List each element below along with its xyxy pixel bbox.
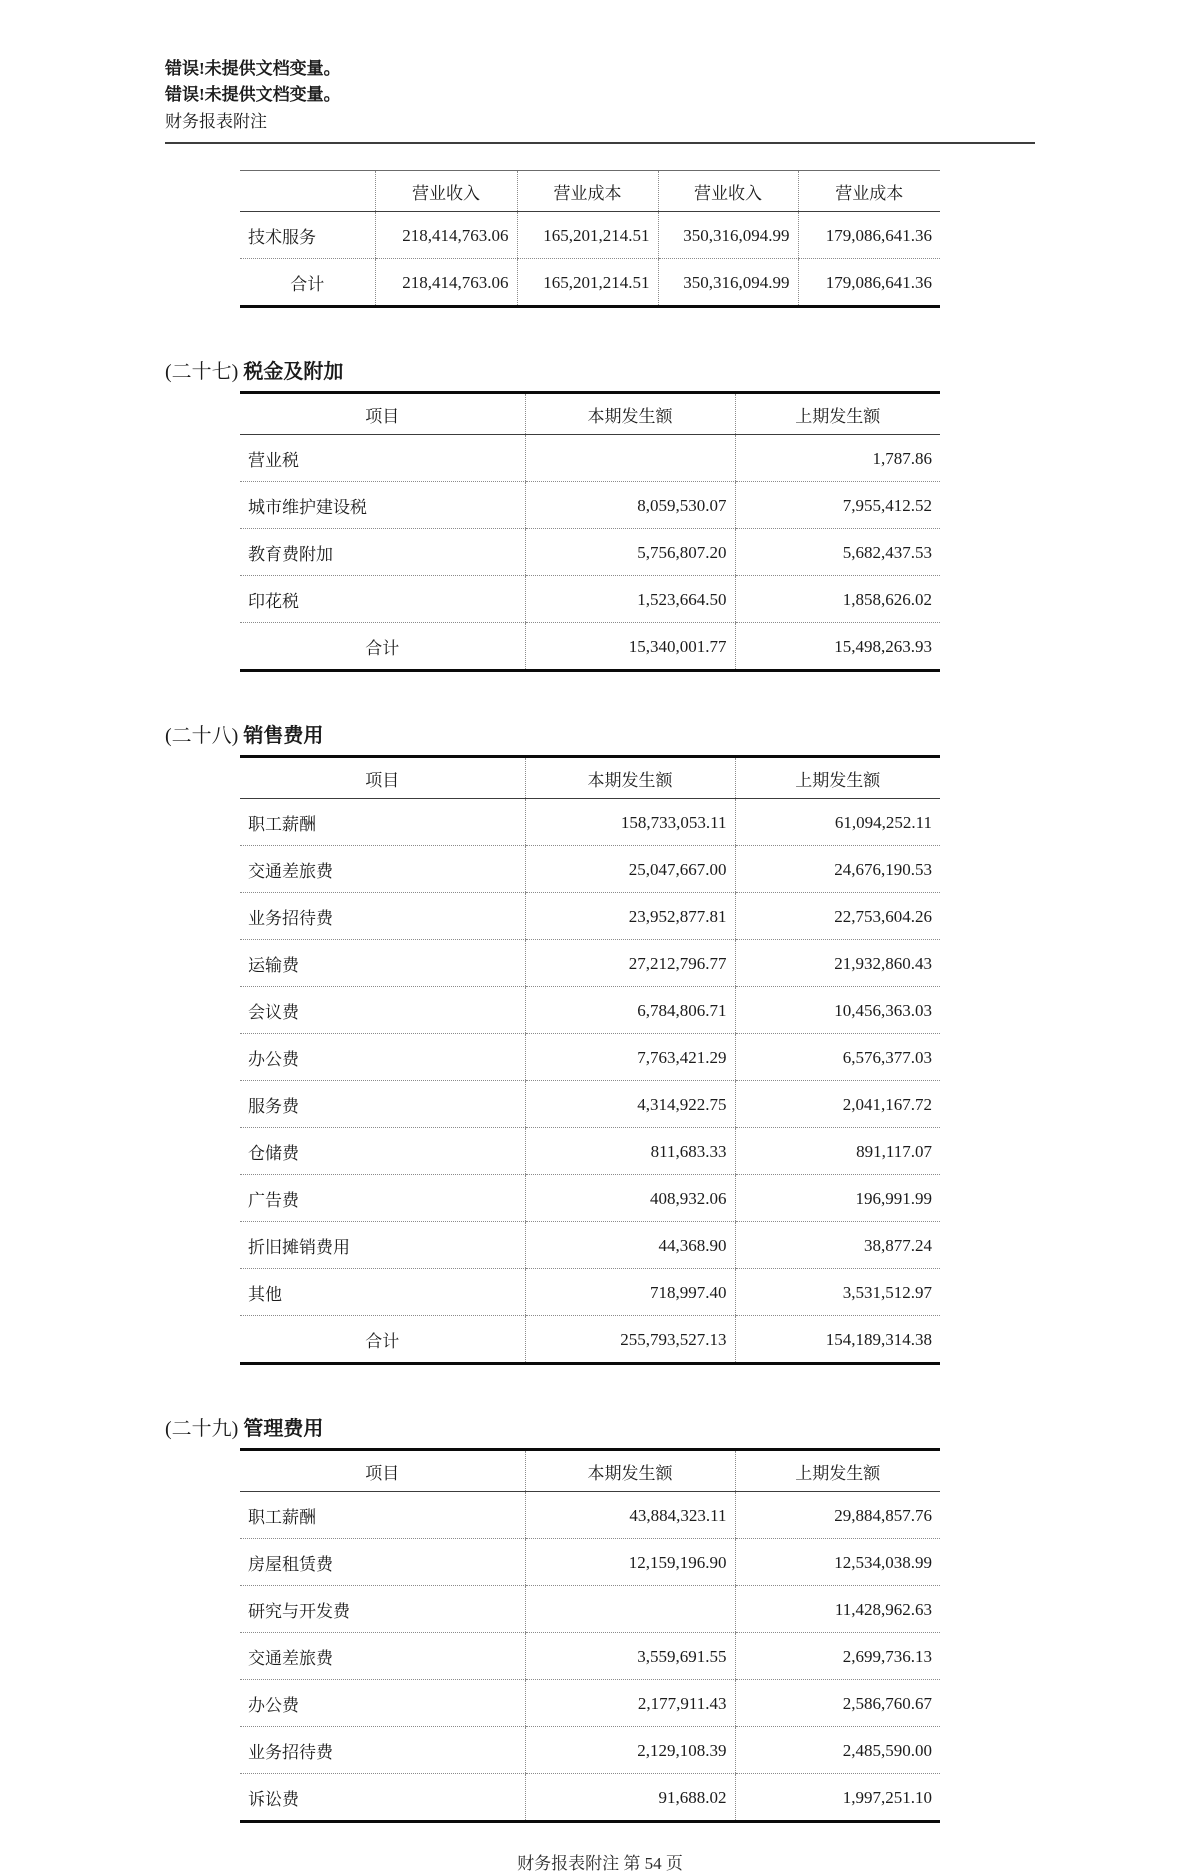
cell-label: 诉讼费	[240, 1774, 525, 1822]
cell-label: 服务费	[240, 1081, 525, 1128]
header-doc-title: 财务报表附注	[165, 111, 267, 131]
row-value: 179,086,641.36	[798, 212, 940, 259]
cell-label: 职工薪酬	[240, 799, 525, 846]
cell-current: 12,159,196.90	[525, 1539, 735, 1586]
cell-prior: 2,699,736.13	[735, 1633, 940, 1680]
column-header-item: 项目	[240, 1450, 525, 1492]
header-error-line-1: 错误!未提供文档变量。	[165, 59, 341, 78]
cell-label: 会议费	[240, 987, 525, 1034]
cell-current: 6,784,806.71	[525, 987, 735, 1034]
cell-current: 91,688.02	[525, 1774, 735, 1822]
section-name: 销售费用	[243, 725, 324, 748]
cell-current: 255,793,527.13	[525, 1316, 735, 1364]
cell-current: 27,212,796.77	[525, 940, 735, 987]
cell-current: 4,314,922.75	[525, 1081, 735, 1128]
cell-prior: 22,753,604.26	[735, 893, 940, 940]
table-row	[240, 1539, 940, 1586]
table-row	[240, 1633, 940, 1680]
cell-prior: 15,498,263.93	[735, 623, 940, 671]
cell-label: 教育费附加	[240, 529, 525, 576]
cell-current: 5,756,807.20	[525, 529, 735, 576]
cell-prior: 38,877.24	[735, 1222, 940, 1269]
cell-label: 营业税	[240, 435, 525, 482]
row-value: 218,414,763.06	[375, 259, 517, 307]
cell-label: 广告费	[240, 1175, 525, 1222]
cell-current	[525, 1586, 735, 1633]
table-row	[240, 1492, 940, 1539]
table-row	[240, 846, 940, 893]
header-error-line-2: 错误!未提供文档变量。	[165, 85, 341, 105]
cell-current: 15,340,001.77	[525, 623, 735, 671]
cell-prior: 11,428,962.63	[735, 1586, 940, 1633]
cell-prior: 5,682,437.53	[735, 529, 940, 576]
section-table-body	[240, 1492, 940, 1822]
cell-prior: 1,997,251.10	[735, 1774, 940, 1822]
table-row	[240, 799, 940, 846]
total-row	[240, 1316, 940, 1364]
column-header-current-period: 本期发生额	[525, 1450, 735, 1492]
column-header-revenue-current: 营业收入	[375, 171, 517, 212]
cell-current: 25,047,667.00	[525, 846, 735, 893]
cell-label: 办公费	[240, 1034, 525, 1081]
cell-prior: 7,955,412.52	[735, 482, 940, 529]
cell-current: 23,952,877.81	[525, 893, 735, 940]
row-value: 218,414,763.06	[375, 212, 517, 259]
cell-label: 其他	[240, 1269, 525, 1316]
cell-prior: 196,991.99	[735, 1175, 940, 1222]
table-row	[240, 435, 940, 482]
cell-current: 43,884,323.11	[525, 1492, 735, 1539]
section-name: 管理费用	[243, 1418, 324, 1441]
section-table-body	[240, 435, 940, 671]
row-value: 165,201,214.51	[517, 212, 658, 259]
segment-table-body	[240, 212, 940, 307]
column-header-current-period: 本期发生额	[525, 393, 735, 435]
table-header-row	[240, 757, 940, 799]
column-header-item: 项目	[240, 393, 525, 435]
selling-expenses-table	[240, 755, 940, 1365]
cell-current: 3,559,691.55	[525, 1633, 735, 1680]
cell-label: 房屋租赁费	[240, 1539, 525, 1586]
row-value: 350,316,094.99	[658, 259, 798, 307]
cell-label: 业务招待费	[240, 1727, 525, 1774]
cell-prior: 2,041,167.72	[735, 1081, 940, 1128]
cell-current: 8,059,530.07	[525, 482, 735, 529]
cell-prior: 10,456,363.03	[735, 987, 940, 1034]
segment-header-row	[240, 171, 940, 212]
cell-label: 办公费	[240, 1680, 525, 1727]
page-footer: 财务报表附注 第 54 页	[517, 1854, 683, 1874]
cell-current: 2,129,108.39	[525, 1727, 735, 1774]
table-row	[240, 893, 940, 940]
table-row	[240, 1222, 940, 1269]
section-title	[165, 1417, 1035, 1442]
table-row	[240, 1269, 940, 1316]
cell-current: 158,733,053.11	[525, 799, 735, 846]
section-number: (二十七)	[165, 361, 239, 384]
table-row	[240, 1586, 940, 1633]
cell-label: 合计	[240, 623, 525, 671]
cell-prior: 1,787.86	[735, 435, 940, 482]
column-header-prior-period: 上期发生额	[735, 757, 940, 799]
cell-label: 折旧摊销费用	[240, 1222, 525, 1269]
cell-current: 7,763,421.29	[525, 1034, 735, 1081]
section-name: 税金及附加	[243, 361, 344, 384]
cell-label: 职工薪酬	[240, 1492, 525, 1539]
cell-current	[525, 435, 735, 482]
section-selling-expenses	[165, 724, 1035, 1365]
column-header-blank	[240, 171, 375, 212]
cell-current: 2,177,911.43	[525, 1680, 735, 1727]
cell-label: 合计	[240, 1316, 525, 1364]
cell-prior: 61,094,252.11	[735, 799, 940, 846]
cell-label: 印花税	[240, 576, 525, 623]
column-header-prior-period: 上期发生额	[735, 1450, 940, 1492]
table-row	[240, 987, 940, 1034]
cell-label: 交通差旅费	[240, 846, 525, 893]
column-header-prior-period: 上期发生额	[735, 393, 940, 435]
column-header-revenue-prior: 营业收入	[658, 171, 798, 212]
column-header-item: 项目	[240, 757, 525, 799]
row-value: 179,086,641.36	[798, 259, 940, 307]
table-row	[240, 1081, 940, 1128]
table-header-row	[240, 393, 940, 435]
column-header-current-period: 本期发生额	[525, 757, 735, 799]
cell-current: 408,932.06	[525, 1175, 735, 1222]
cell-label: 业务招待费	[240, 893, 525, 940]
cell-prior: 21,932,860.43	[735, 940, 940, 987]
cell-current: 44,368.90	[525, 1222, 735, 1269]
cell-prior: 2,586,760.67	[735, 1680, 940, 1727]
segment-table-row	[240, 212, 940, 259]
column-header-cost-current: 营业成本	[517, 171, 658, 212]
section-number: (二十八)	[165, 725, 239, 748]
cell-label: 城市维护建设税	[240, 482, 525, 529]
cell-prior: 1,858,626.02	[735, 576, 940, 623]
row-value: 165,201,214.51	[517, 259, 658, 307]
table-row	[240, 1034, 940, 1081]
section-number: (二十九)	[165, 1418, 239, 1441]
table-row	[240, 482, 940, 529]
total-row	[240, 623, 940, 671]
page-header	[165, 56, 1035, 144]
section-table-body	[240, 799, 940, 1364]
cell-prior: 12,534,038.99	[735, 1539, 940, 1586]
cell-prior: 154,189,314.38	[735, 1316, 940, 1364]
admin-expenses-table	[240, 1448, 940, 1823]
row-label: 合计	[240, 259, 375, 307]
row-label: 技术服务	[240, 212, 375, 259]
section-taxes-and-surcharges	[165, 360, 1035, 672]
cell-current: 1,523,664.50	[525, 576, 735, 623]
table-row	[240, 1774, 940, 1822]
cell-prior: 24,676,190.53	[735, 846, 940, 893]
table-row	[240, 1128, 940, 1175]
table-row	[240, 1727, 940, 1774]
table-row	[240, 576, 940, 623]
section-admin-expenses	[165, 1417, 1035, 1823]
cell-prior: 29,884,857.76	[735, 1492, 940, 1539]
cell-label: 仓储费	[240, 1128, 525, 1175]
segment-revenue-table	[240, 170, 940, 308]
cell-label: 交通差旅费	[240, 1633, 525, 1680]
cell-prior: 2,485,590.00	[735, 1727, 940, 1774]
section-title	[165, 724, 1035, 749]
table-row	[240, 940, 940, 987]
cell-current: 718,997.40	[525, 1269, 735, 1316]
cell-prior: 6,576,377.03	[735, 1034, 940, 1081]
table-row	[240, 529, 940, 576]
taxes-table	[240, 391, 940, 672]
column-header-cost-prior: 营业成本	[798, 171, 940, 212]
cell-prior: 3,531,512.97	[735, 1269, 940, 1316]
section-title	[165, 360, 1035, 385]
cell-label: 研究与开发费	[240, 1586, 525, 1633]
cell-prior: 891,117.07	[735, 1128, 940, 1175]
segment-total-row	[240, 259, 940, 307]
header-rule	[165, 142, 1035, 144]
table-header-row	[240, 1450, 940, 1492]
table-row	[240, 1175, 940, 1222]
row-value: 350,316,094.99	[658, 212, 798, 259]
cell-current: 811,683.33	[525, 1128, 735, 1175]
table-row	[240, 1680, 940, 1727]
cell-label: 运输费	[240, 940, 525, 987]
